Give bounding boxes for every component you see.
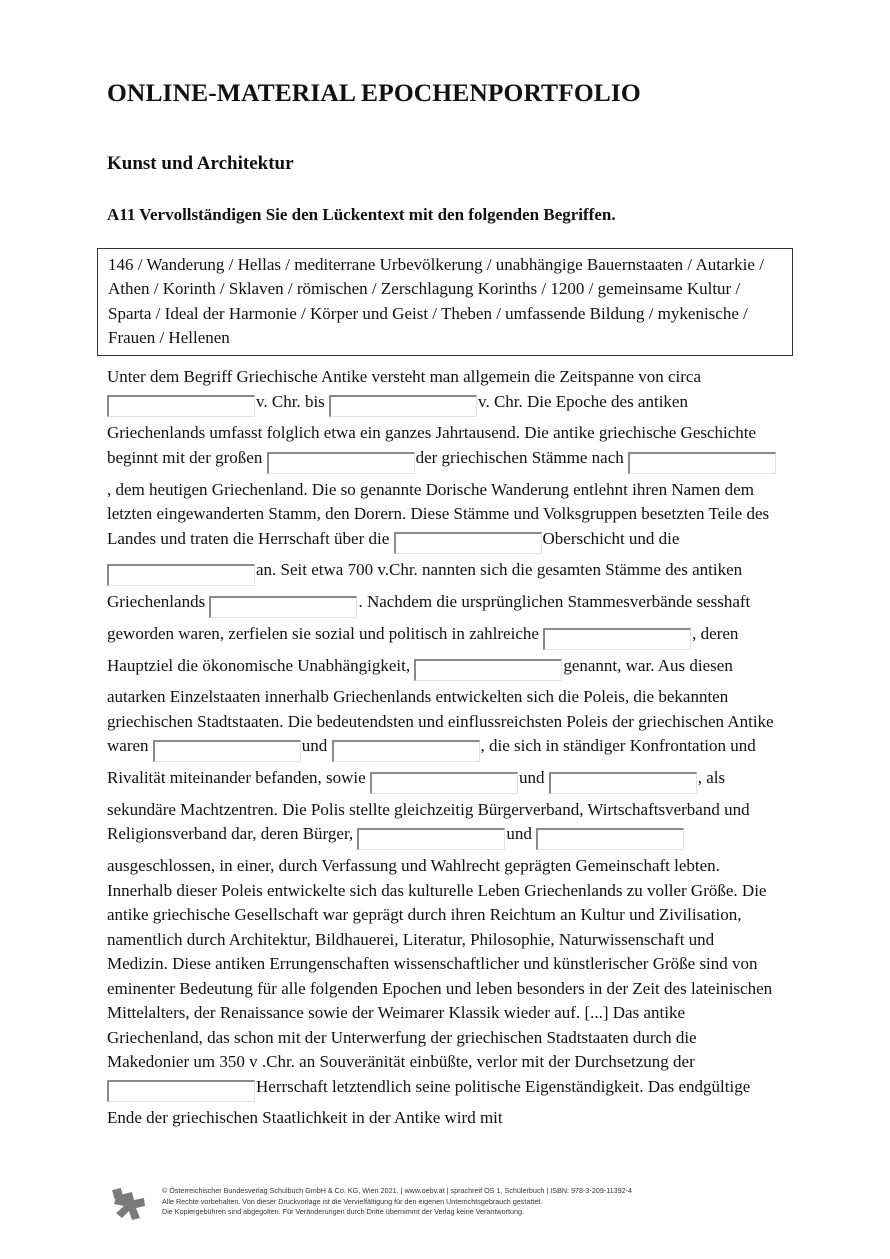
cloze-text-segment: und [506, 824, 537, 844]
word-bank: 146 / Wanderung / Hellas / mediterrane Urbevölkerung / unabhängige Bauernstaaten / Autarkie / Athen / Korinth / Sklaven / römischen / Zerschlagung Korinths / 1200 / gemeinsame Kultur / Sparta / Ideal der Harmonie / Körper und Geist / Theben / umfassende Bildung / mykenische / Frauen / Hellenen [97, 248, 793, 356]
task-instruction: A11 Vervollständigen Sie den Lückentext mit den folgenden Begriffen. [107, 205, 616, 224]
page-title: ONLINE-MATERIAL EPOCHENPORTFOLIO [107, 78, 641, 107]
cloze-text-segment: und [301, 736, 332, 756]
cloze-blank-11[interactable] [332, 740, 480, 762]
section-heading: Kunst und Architektur [107, 153, 294, 174]
cloze-blank-4[interactable] [628, 452, 776, 474]
cloze-text-segment: und [518, 768, 549, 787]
cloze-text-segment: , deren Hauptziel die ökonomische Unabhängigkeit, [107, 623, 739, 675]
cloze-blank-9[interactable] [414, 659, 562, 681]
cloze-text-segment: v. Chr. Die Epoche des antiken Griechenlands umfasst folglich etwa ein ganzes Jahrtausend. Die antike griechische Geschichte beginnt mit der großen [107, 391, 757, 467]
cloze-text-segment: an. Seit etwa 700 v.Chr. nannten sich die gesamten Stämme des antiken Griechenlands [107, 560, 743, 611]
cloze-blank-5[interactable] [394, 532, 542, 554]
cloze-blank-14[interactable] [357, 828, 505, 850]
cloze-text-segment: v. Chr. bis [256, 391, 330, 411]
cloze-blank-8[interactable] [543, 628, 691, 650]
copyright-line: © Österreichischer Bundesverlag Schulbuch GmbH & Co. KG, Wien 2021. | www.oebv.at | sprachreif OS 1, Schülerbuch | ISBN: 978-3-209-11392-4 [162, 1186, 633, 1195]
cloze-blank-12[interactable] [370, 772, 518, 794]
cloze-text-segment: Unter dem Begriff Griechische Antike versteht man allgemein die Zeitspanne von circa [107, 367, 702, 386]
cloze-blank-16[interactable] [107, 1080, 255, 1102]
cloze-text-segment: genannt, war. Aus diesen autarken Einzelstaaten innerhalb Griechenlands entwickelten sich die Poleis, die bekannten griechischen Stadtstaaten. Die bedeutendsten und einflussreichsten Poleis der griechischen Antike waren [107, 655, 774, 756]
cloze-blank-3[interactable] [267, 452, 415, 474]
cloze-text-segment: Herrschaft letztendlich seine politische Eigenständigkeit. Das endgültige Ende der griechischen Staatlichkeit in der Antike wird mit [107, 1076, 751, 1128]
cloze-text-segment: , als sekundäre Machtzentren. Die Polis stellte gleichzeitig Bürgerverband, Wirtschaftsverband und Religionsverband dar, deren Bürger, [107, 768, 750, 844]
cloze-text-segment: , die sich in ständiger Konfrontation und Rivalität miteinander befanden, sowie [107, 736, 756, 787]
cloze-blank-7[interactable] [209, 596, 357, 618]
cloze-blank-2[interactable] [329, 395, 477, 417]
publisher-logo-icon [110, 1186, 150, 1222]
cloze-blank-1[interactable] [107, 395, 255, 417]
cloze-text-segment: . Nachdem die ursprünglichen Stammesverbände sesshaft geworden waren, zerfielen sie sozial und politisch in zahlreiche [107, 592, 751, 643]
cloze-text-segment: Oberschicht und die [542, 528, 680, 548]
cloze-blank-10[interactable] [153, 740, 301, 762]
cloze-text-segment: der griechischen Stämme nach [415, 447, 628, 467]
cloze-text-segment: ausgeschlossen, in einer, durch Verfassung und Wahlrecht geprägten Gemeinschaft lebten. Innerhalb dieser Poleis entwickelte sich das kulturelle Leben Griechenlands zu voller Größe. Die antike griechische Gesellschaft war geprägt durch ihren Reichtum an Kultur und Zivilisation, namentlich durch Architektur, Bildhauerei, Literatur, Philosophie, Naturwissenschaft und Medizin. Diese antiken Errungenschaften wissenschaftlicher und künstlerischer Größe sind von eminenter Bedeutung für alle folgenden Epochen und leben besonders in der Zeit des lateinischen Mittelalters, der Renaissance sowie der Weimarer Klassik wieder auf. [...] Das antike Griechenland, das schon mit der Unterwerfung der griechischen Stadtstaaten durch die Makedonier um 350 v .Chr. an Souveränität einbüßte, verlor mit der Durchsetzung der [107, 856, 773, 1071]
rights-line: Alle Rechte vorbehalten. Von dieser Druckvorlage ist die Vervielfältigung für den eigenen Unterrichtsgebrauch gestattet. [162, 1196, 543, 1206]
cloze-blank-6[interactable] [107, 564, 255, 586]
liability-line: Die Kopiergebühren sind abgegolten. Für Veränderungen durch Dritte übernimmt der Verlag keine Verantwortung. [162, 1207, 524, 1216]
footer-text [162, 1186, 632, 1218]
cloze-text-segment: , dem heutigen Griechenland. Die so genannte Dorische Wanderung entlehnt ihren Namen dem letzten eingewanderten Stamm, den Dorern. Diese Stämme und Volksgruppen besetzten Teile des Landes und traten die Herrschaft über die [107, 479, 770, 548]
cloze-blank-15[interactable] [536, 828, 684, 850]
cloze-text [107, 365, 779, 1131]
cloze-blank-13[interactable] [549, 772, 697, 794]
